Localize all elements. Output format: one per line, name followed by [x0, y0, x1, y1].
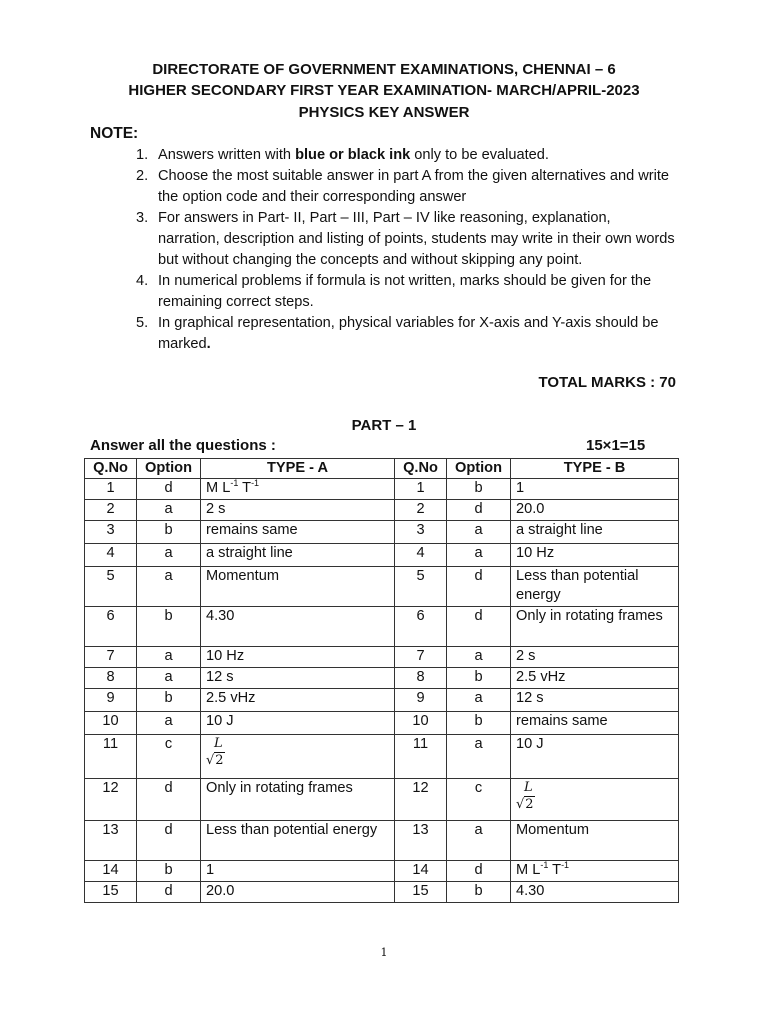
- cell-option-a: a: [137, 544, 201, 567]
- cell-answer-a: 2.5 vHz: [201, 689, 395, 712]
- cell-option-a: a: [137, 668, 201, 689]
- table-row: [85, 689, 679, 712]
- cell-option-a: a: [137, 567, 201, 607]
- l-over-root2-fraction: L √2: [516, 780, 534, 812]
- note-item: 3. For answers in Part- II, Part – III, Part – IV like reasoning, explanation, narration, description and listing of points, students may write in their own words but without changing the concepts and without skipping any point.: [136, 210, 675, 268]
- l-over-root2-fraction: L √2: [206, 736, 224, 768]
- cell-option-b: d: [447, 500, 511, 521]
- cell-answer-a: remains same: [201, 521, 395, 544]
- cell-qno-a: 1: [85, 479, 137, 500]
- cell-qno-b: 5: [395, 567, 447, 607]
- cell-answer-a: 20.0: [201, 882, 395, 903]
- cell-answer-a: 1: [201, 861, 395, 882]
- header-option-a: Option: [137, 459, 201, 479]
- cell-qno-b: 9: [395, 689, 447, 712]
- cell-option-a: a: [137, 500, 201, 521]
- cell-qno-b: 14: [395, 861, 447, 882]
- cell-qno-a: 9: [85, 689, 137, 712]
- table-row: [85, 479, 679, 500]
- cell-answer-b: Only in rotating frames: [511, 607, 679, 647]
- exam-title: HIGHER SECONDARY FIRST YEAR EXAMINATION- MARCH/APRIL-2023: [128, 82, 640, 99]
- table-row: [85, 821, 679, 861]
- cell-qno-b: 11: [395, 735, 447, 779]
- cell-qno-b: 8: [395, 668, 447, 689]
- cell-option-a: b: [137, 521, 201, 544]
- cell-option-b: a: [447, 647, 511, 668]
- cell-answer-b: 2 s: [511, 647, 679, 668]
- cell-qno-b: 12: [395, 779, 447, 821]
- cell-qno-b: 6: [395, 607, 447, 647]
- cell-qno-a: 8: [85, 668, 137, 689]
- cell-option-b: b: [447, 668, 511, 689]
- table-header-row: [85, 459, 679, 479]
- cell-answer-a: Less than potential energy: [201, 821, 395, 861]
- part-marks: 15×1=15: [586, 437, 646, 454]
- cell-option-a: a: [137, 647, 201, 668]
- cell-option-b: d: [447, 861, 511, 882]
- cell-option-b: d: [447, 567, 511, 607]
- note-emphasis: blue or black ink: [295, 147, 411, 163]
- part-instruction: Answer all the questions :: [90, 437, 276, 454]
- cell-option-a: a: [137, 712, 201, 735]
- cell-qno-b: 3: [395, 521, 447, 544]
- note-item: 5. In graphical representation, physical variables for X-axis and Y-axis should be marked.: [136, 315, 659, 352]
- cell-answer-b: remains same: [511, 712, 679, 735]
- cell-answer-b: a straight line: [511, 521, 679, 544]
- header-qno-a: Q.No: [85, 459, 137, 479]
- note-label: NOTE:: [90, 125, 139, 142]
- table-row: [85, 735, 679, 779]
- cell-qno-b: 13: [395, 821, 447, 861]
- cell-qno-a: 4: [85, 544, 137, 567]
- cell-answer-a: 2 s: [201, 500, 395, 521]
- cell-answer-a: M $L^{-1}$ $T^{-1}$: [201, 479, 395, 500]
- cell-answer-a: 12 s: [201, 668, 395, 689]
- table-row: [85, 668, 679, 689]
- cell-qno-a: 12: [85, 779, 137, 821]
- cell-answer-b: Less than potential energy: [511, 567, 679, 607]
- cell-qno-a: 15: [85, 882, 137, 903]
- note-item: 2. Choose the most suitable answer in part A from the given alternatives and write the option code and their corresponding answer: [136, 168, 670, 205]
- answer-key-body: [85, 479, 679, 903]
- cell-answer-a: [201, 735, 395, 779]
- cell-option-b: c: [447, 779, 511, 821]
- header-qno-b: Q.No: [395, 459, 447, 479]
- table-row: [85, 607, 679, 647]
- header-type-a: TYPE - A: [201, 459, 395, 479]
- cell-answer-b: [511, 779, 679, 821]
- cell-answer-b: 4.30: [511, 882, 679, 903]
- table-row: [85, 647, 679, 668]
- cell-option-b: b: [447, 712, 511, 735]
- cell-option-b: b: [447, 479, 511, 500]
- cell-qno-a: 6: [85, 607, 137, 647]
- cell-qno-b: 15: [395, 882, 447, 903]
- cell-option-a: c: [137, 735, 201, 779]
- cell-answer-a: a straight line: [201, 544, 395, 567]
- cell-qno-b: 4: [395, 544, 447, 567]
- cell-answer-a: 10 Hz: [201, 647, 395, 668]
- table-row: [85, 712, 679, 735]
- table-row: [85, 544, 679, 567]
- table-row: [85, 861, 679, 882]
- cell-option-b: a: [447, 521, 511, 544]
- table-row: [85, 521, 679, 544]
- cell-option-b: a: [447, 735, 511, 779]
- table-row: [85, 779, 679, 821]
- cell-option-a: d: [137, 882, 201, 903]
- header-option-b: Option: [447, 459, 511, 479]
- cell-qno-b: 10: [395, 712, 447, 735]
- cell-answer-b: 2.5 vHz: [511, 668, 679, 689]
- table-row: [85, 882, 679, 903]
- cell-qno-a: 3: [85, 521, 137, 544]
- subject-title: PHYSICS KEY ANSWER: [298, 104, 470, 121]
- note-item: 1. Answers written with blue or black ink only to be evaluated.: [136, 147, 549, 163]
- table-row: [85, 500, 679, 521]
- cell-qno-a: 5: [85, 567, 137, 607]
- cell-answer-a: Only in rotating frames: [201, 779, 395, 821]
- cell-option-a: d: [137, 479, 201, 500]
- answer-key-table: [84, 458, 679, 903]
- cell-option-a: b: [137, 861, 201, 882]
- cell-qno-a: 2: [85, 500, 137, 521]
- cell-answer-b: 10 J: [511, 735, 679, 779]
- cell-answer-b: 20.0: [511, 500, 679, 521]
- note-item: 4. In numerical problems if formula is not written, marks should be given for the remaining correct steps.: [136, 273, 652, 310]
- cell-option-a: d: [137, 821, 201, 861]
- cell-qno-b: 7: [395, 647, 447, 668]
- cell-option-a: d: [137, 779, 201, 821]
- cell-option-b: a: [447, 689, 511, 712]
- cell-qno-a: 14: [85, 861, 137, 882]
- total-marks: TOTAL MARKS : 70: [538, 374, 676, 391]
- cell-answer-b: 10 Hz: [511, 544, 679, 567]
- cell-qno-a: 7: [85, 647, 137, 668]
- cell-answer-b: M $L^{-1}$ $T^{-1}$: [511, 861, 679, 882]
- cell-answer-a: 4.30: [201, 607, 395, 647]
- cell-option-b: a: [447, 544, 511, 567]
- header-type-b: TYPE - B: [511, 459, 679, 479]
- cell-option-b: b: [447, 882, 511, 903]
- cell-qno-b: 1: [395, 479, 447, 500]
- cell-qno-a: 13: [85, 821, 137, 861]
- cell-option-a: b: [137, 607, 201, 647]
- directorate-title: DIRECTORATE OF GOVERNMENT EXAMINATIONS, CHENNAI – 6: [152, 61, 616, 78]
- cell-qno-a: 11: [85, 735, 137, 779]
- cell-qno-a: 10: [85, 712, 137, 735]
- cell-answer-a: Momentum: [201, 567, 395, 607]
- cell-qno-b: 2: [395, 500, 447, 521]
- cell-option-a: b: [137, 689, 201, 712]
- cell-answer-b: 12 s: [511, 689, 679, 712]
- part-title: PART – 1: [351, 417, 417, 434]
- page-number: 1: [380, 946, 388, 959]
- cell-answer-b: Momentum: [511, 821, 679, 861]
- cell-answer-b: 1: [511, 479, 679, 500]
- cell-answer-a: 10 J: [201, 712, 395, 735]
- table-row: [85, 567, 679, 607]
- cell-option-b: a: [447, 821, 511, 861]
- notes-list: [136, 145, 676, 355]
- cell-option-b: d: [447, 607, 511, 647]
